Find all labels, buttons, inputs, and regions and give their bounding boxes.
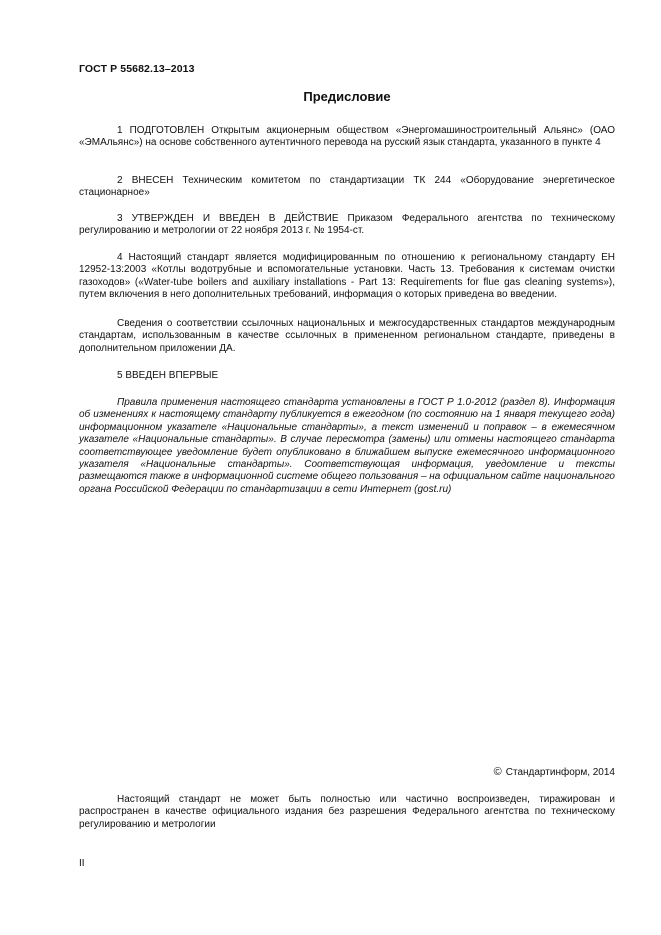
preface-item-1: 1 ПОДГОТОВЛЕН Открытым акционерным обществом «Энергомашиностроительный Альянс» (ОАО «ЭМАльянс») на основе собственного аутентичного перевода на русский язык стандарта, указанного в пункте 4 — [79, 125, 615, 149]
copyright-text: Стандартинформ, 2014 — [505, 767, 615, 778]
preface-item-4: 4 Настоящий стандарт является модифицированным по отношению к региональному стандарту ЕН 12952-13:2003 «Котлы водотрубные и вспомогательные установки. Часть 13. Требования к системам очистки газоходов» («Water-tube boilers and auxiliary installations - Part 13: Requirements for flue gas cleaning systems»), путем включения в него дополнительных требований, информация о которых приведена во введении. — [79, 252, 615, 301]
preface-item-5: 5 ВВЕДЕН ВПЕРВЫЕ — [117, 370, 219, 381]
preface-item-2: 2 ВНЕСЕН Техническим комитетом по стандартизации ТК 244 «Оборудование энергетическое стационарное» — [79, 175, 615, 199]
preface-item-4-references: Сведения о соответствии ссылочных национальных и межгосударственных стандартов международным стандартам, использованным в качестве ссылочных в примененном региональном стандарте, приведены в дополнительном приложении ДА. — [79, 318, 615, 354]
document-code: ГОСТ Р 55682.13–2013 — [79, 63, 195, 75]
page-number: II — [79, 858, 85, 869]
copyright-icon: © — [493, 766, 502, 778]
copyright-line — [494, 766, 615, 778]
page-title: Предисловие — [303, 89, 391, 104]
reproduction-notice: Настоящий стандарт не может быть полностью или частично воспроизведен, тиражирован и распространен в качестве официального издания без разрешения Федерального агентства по техническому регулированию и метрологии — [79, 794, 615, 830]
rules-notice: Правила применения настоящего стандарта установлены в ГОСТ Р 1.0-2012 (раздел 8). Информация об изменениях к настоящему стандарту публикуется в ежегодном (по состоянию на 1 января текущего года) информационном указателе «Национальные стандарты», а текст изменений и поправок – в ежемесячном указателе «Национальные стандарты». В случае пересмотра (замены) или отмены настоящего стандарта соответствующее уведомление будет опубликовано в ближайшем выпуске ежемесячного информационного указателя «Национальные стандарты». Соответствующая информация, уведомление и тексты размещаются также в информационной системе общего пользования – на официальном сайте национального органа Российской Федерации по стандартизации в сети Интернет (gost.ru) — [79, 397, 615, 495]
preface-item-3: 3 УТВЕРЖДЕН И ВВЕДЕН В ДЕЙСТВИЕ Приказом Федерального агентства по техническому регулированию и метрологии от 22 ноября 2013 г. № 1954-ст. — [79, 213, 615, 237]
